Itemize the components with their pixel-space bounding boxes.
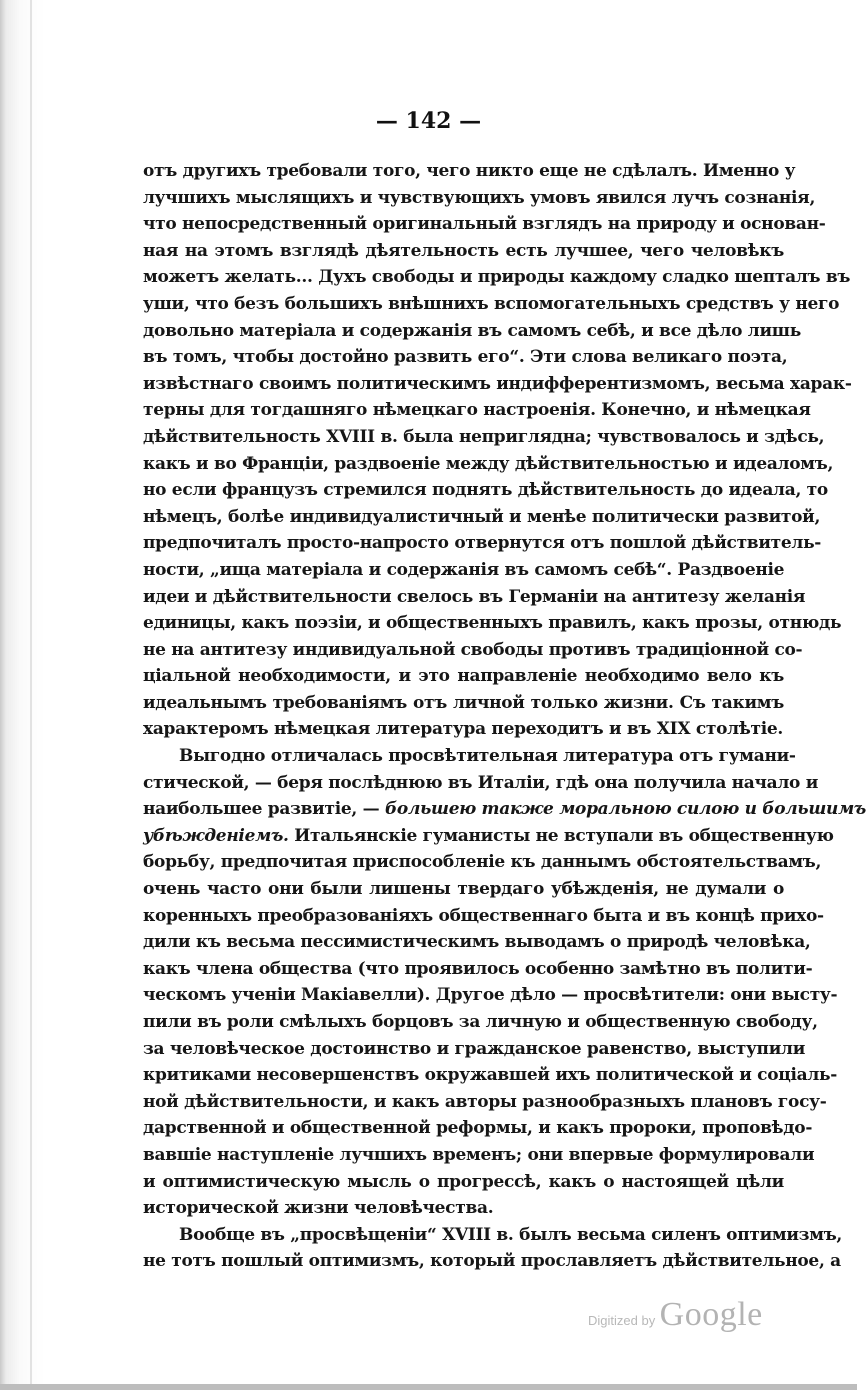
page-bottom-edge [0, 1384, 857, 1390]
text-line: какъ и во Франціи, раздвоеніе между дѣйствительностью и идеаломъ, [143, 453, 834, 474]
text-line: терны для тогдашняго нѣмецкаго настроенія. Конечно, и нѣмецкая [143, 400, 811, 421]
text-span: Итальянскіе гуманисты не вступали въ общественную [294, 825, 834, 846]
text-line: лучшихъ мыслящихъ и чувствующихъ умовъ явился лучъ сознанія, [143, 187, 816, 208]
text-line: въ томъ, чтобы достойно развить его“. Эти слова великаго поэта, [143, 347, 788, 368]
text-line: очень часто они были лишены твердаго убѣжденія, не думали о [143, 879, 784, 900]
text-line: коренныхъ преобразованіяхъ общественнаго быта и въ концѣ прихо- [143, 905, 824, 926]
text-line: за человѣческое достоинство и гражданское равенство, выступили [143, 1038, 806, 1059]
text-line: отъ другихъ требовали того, чего никто еще не сдѣлалъ. Именно у [143, 161, 796, 181]
text-line: и оптимистическую мысль о прогрессѣ, какъ о настоящей цѣли [143, 1171, 784, 1192]
italic-emphasis: убѣжденіемъ. [143, 825, 289, 846]
text-line: ная на этомъ взглядѣ дѣятельность есть лучшее, чего человѣкъ [143, 240, 784, 261]
text-line: критиками несовершенствъ окружавшей ихъ политической и соціаль- [143, 1065, 838, 1086]
text-line-mixed [143, 823, 834, 850]
text-line: извѣстнаго своимъ политическимъ индифферентизмомъ, весьма харак- [143, 373, 852, 394]
text-line: не тотъ пошлый оптимизмъ, который прославляетъ дѣйствительное, а [143, 1251, 841, 1272]
text-line: идеи и дѣйствительности свелось въ Германіи на антитезу желанія [143, 586, 806, 607]
text-line: характеромъ нѣмецкая литература переходитъ и въ XIX столѣтіе. [143, 719, 784, 740]
text-line: ціальной необходимости, и это направленіе необходимо вело къ [143, 666, 784, 687]
text-line: дили къ весьма пессимистическимъ выводамъ о природѣ человѣка, [143, 932, 811, 953]
text-line: борьбу, предпочитая приспособленіе къ даннымъ обстоятельствамъ, [143, 852, 822, 873]
italic-emphasis: большею также моральною силою и большимъ [384, 799, 866, 820]
text-line: ности, „ища матеріала и содержанія въ самомъ себѣ“. Раздвоеніе [143, 559, 785, 580]
text-line: пили въ роли смѣлыхъ борцовъ за личную и общественную свободу, [143, 1012, 818, 1032]
text-line: дарственной и общественной реформы, и какъ пророки, проповѣдо- [143, 1118, 813, 1139]
google-logo: Google [659, 1296, 763, 1333]
text-line: вавшіе наступленіе лучшихъ временъ; они впервые формулировали [143, 1144, 815, 1165]
text-line: нѣмецъ, болѣе индивидуалистичный и менѣе политически развитой, [143, 506, 821, 527]
page-gutter-shadow [30, 0, 32, 1390]
text-line: уши, что безъ большихъ внѣшнихъ вспомогательныхъ средствъ у него [143, 293, 840, 314]
text-line: можетъ желать... Духъ свободы и природы каждому сладко шепталъ въ [143, 267, 851, 288]
text-line: какъ члена общества (что проявилось особенно замѣтно въ полити- [143, 958, 813, 979]
text-line: не на антитезу индивидуальной свободы противъ традиціонной со- [143, 639, 803, 660]
body-text [143, 158, 866, 1275]
page-number: — 142 — [375, 108, 482, 134]
text-line: ной дѣйствительности, и какъ авторы разнообразныхъ плановъ госу- [143, 1091, 827, 1112]
digitized-watermark [588, 1296, 763, 1334]
text-line: но если французъ стремился поднять дѣйствительность до идеала, то [143, 480, 828, 501]
text-line: ческомъ ученіи Макіавелли). Другое дѣло — просвѣтители: они высту- [143, 985, 838, 1006]
text-line: что непосредственный оригинальный взглядъ на природу и основан- [143, 214, 826, 235]
text-line: идеальнымъ требованіямъ отъ личной только жизни. Съ такимъ [143, 692, 784, 713]
text-line: Выгодно отличалась просвѣтительная литература отъ гумани- [179, 746, 796, 767]
text-line: единицы, какъ поэзіи, и общественныхъ правилъ, какъ прозы, отнюдь [143, 613, 842, 634]
text-line: предпочиталъ просто-напросто отвернутся отъ пошлой дѣйствитель- [143, 533, 822, 554]
text-line: Вообще въ „просвѣщеніи“ XVIII в. былъ весьма силенъ оптимизмъ, [179, 1224, 843, 1245]
text-line: исторической жизни человѣчества. [143, 1198, 494, 1219]
text-line: стической, — беря послѣднюю въ Италіи, гдѣ она получила начало и [143, 772, 819, 793]
text-line-mixed [143, 796, 866, 823]
digitized-prefix: Digitized by [588, 1313, 656, 1328]
text-span: наибольшее развитіе, — [143, 799, 380, 820]
text-line: довольно матеріала и содержанія въ самомъ себѣ, и все дѣло лишь [143, 320, 801, 341]
text-line: дѣйствительность XVIII в. была непригляднa; чувствовалось и здѣсь, [143, 426, 825, 447]
